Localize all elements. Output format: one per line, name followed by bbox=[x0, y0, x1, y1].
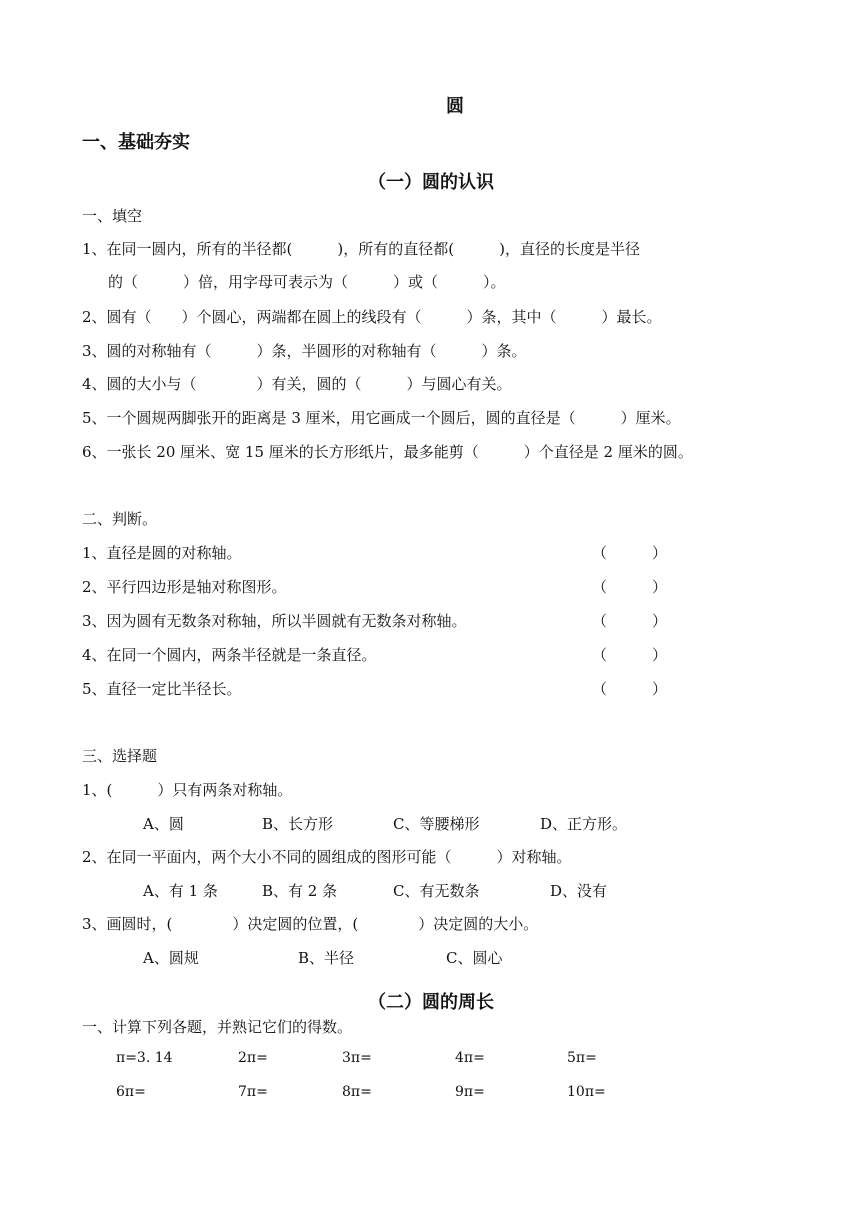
calc-item: 8π= bbox=[342, 1084, 372, 1100]
choice-option: C、等腰梯形 bbox=[393, 815, 480, 833]
subsection-heading-circumference: （二）圆的周长 bbox=[368, 992, 494, 1013]
fill-q5: 5、一个圆规两脚张开的距离是 3 厘米，用它画成一个圆后，圆的直径是（ ）厘米。 bbox=[82, 409, 681, 427]
choice-q2: 2、在同一平面内，两个大小不同的圆组成的图形可能（ ）对称轴。 bbox=[82, 848, 572, 866]
choice-option: B、有 2 条 bbox=[262, 882, 338, 900]
judge-answer-paren: （ ） bbox=[592, 646, 668, 664]
choice-option: C、有无数条 bbox=[393, 882, 480, 900]
choice-q1: 1、( ）只有两条对称轴。 bbox=[82, 781, 293, 799]
judge-item: 4、在同一个圆内，两条半径就是一条直径。 bbox=[82, 646, 377, 664]
calc-item: 10π= bbox=[567, 1084, 606, 1100]
judge-item: 2、平行四边形是轴对称图形。 bbox=[82, 578, 287, 596]
choice-option: A、圆规 bbox=[143, 949, 199, 967]
calc-item: 9π= bbox=[455, 1084, 485, 1100]
judge-answer-paren: （ ） bbox=[592, 544, 668, 562]
subsection-heading-circle-basics: （一）圆的认识 bbox=[368, 172, 494, 193]
section-heading: 一、基础夯实 bbox=[82, 132, 190, 153]
choice-option: B、半径 bbox=[298, 949, 355, 967]
choice-option: D、正方形。 bbox=[540, 815, 628, 833]
fill-q2: 2、圆有（ ）个圆心，两端都在圆上的线段有（ ）条，其中（ ）最长。 bbox=[82, 308, 662, 326]
calc-item: 5π= bbox=[567, 1050, 597, 1066]
choice-option: A、有 1 条 bbox=[143, 882, 218, 900]
fill-heading: 一、填空 bbox=[82, 207, 143, 225]
judge-answer-paren: （ ） bbox=[592, 680, 668, 698]
fill-q1-line1: 1、在同一圆内，所有的半径都( )，所有的直径都( )，直径的长度是半径 bbox=[82, 240, 640, 258]
judge-item: 5、直径一定比半径长。 bbox=[82, 680, 242, 698]
judge-item: 3、因为圆有无数条对称轴，所以半圆就有无数条对称轴。 bbox=[82, 612, 467, 630]
calc-item: 6π= bbox=[116, 1084, 146, 1100]
calc-item: 2π= bbox=[238, 1050, 268, 1066]
choice-option: B、长方形 bbox=[262, 815, 334, 833]
choice-option: A、圆 bbox=[143, 815, 184, 833]
choice-option: C、圆心 bbox=[446, 949, 503, 967]
calc-heading: 一、计算下列各题，并熟记它们的得数。 bbox=[82, 1018, 353, 1036]
judge-heading: 二、判断。 bbox=[82, 510, 158, 528]
fill-q6: 6、一张长 20 厘米、宽 15 厘米的长方形纸片，最多能剪（ ）个直径是 2 厘米的圆。 bbox=[82, 443, 693, 461]
judge-answer-paren: （ ） bbox=[592, 578, 668, 596]
fill-q4: 4、圆的大小与（ ）有关，圆的（ ）与圆心有关。 bbox=[82, 375, 512, 393]
calc-item: 3π= bbox=[342, 1050, 372, 1066]
fill-q1-line2: 的（ ）倍，用字母可表示为（ ）或（ ）。 bbox=[108, 273, 506, 291]
choice-q3: 3、画圆时，( ）决定圆的位置，( ）决定圆的大小。 bbox=[82, 915, 539, 933]
calc-item: π=3. 14 bbox=[116, 1050, 173, 1066]
judge-answer-paren: （ ） bbox=[592, 612, 668, 630]
calc-item: 4π= bbox=[455, 1050, 485, 1066]
choice-option: D、没有 bbox=[550, 882, 608, 900]
judge-item: 1、直径是圆的对称轴。 bbox=[82, 544, 242, 562]
fill-q3: 3、圆的对称轴有（ ）条，半圆形的对称轴有（ ）条。 bbox=[82, 342, 527, 360]
page-title: 圆 bbox=[446, 96, 464, 117]
calc-item: 7π= bbox=[238, 1084, 268, 1100]
choice-heading: 三、选择题 bbox=[82, 747, 158, 765]
